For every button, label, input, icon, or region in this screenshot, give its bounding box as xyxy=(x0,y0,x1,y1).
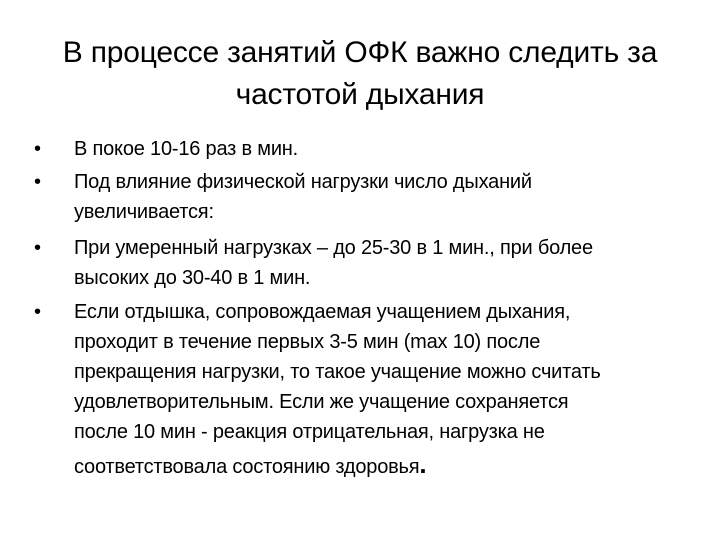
bullet-text-line: В покое 10-16 раз в мин. xyxy=(74,138,298,160)
slide-title-line-1: В процессе занятий ОФК важно следить за xyxy=(62,36,658,69)
bullet-marker: • xyxy=(34,171,41,193)
bullet-text-line: При умеренный нагрузках – до 25-30 в 1 мин., при более xyxy=(74,237,593,259)
bullet-text-line: проходит в течение первых 3-5 мин (max 10) после xyxy=(74,331,541,353)
bullet-text-line: Под влияние физической нагрузки число дыханий xyxy=(74,171,532,193)
bullet-end-mark: . xyxy=(419,449,427,479)
bullet-marker: • xyxy=(34,237,41,259)
bullet-item xyxy=(34,233,694,293)
slide-title-line-2: частотой дыхания xyxy=(235,78,485,111)
bullet-item xyxy=(34,134,694,164)
bullet-text-line: прекращения нагрузки, то такое учащение можно считать xyxy=(74,361,601,383)
bullet-text-line: Если отдышка, сопровождаемая учащением дыхания, xyxy=(74,301,571,323)
bullet-item xyxy=(34,297,694,490)
bullet-text-line: увеличивается: xyxy=(74,201,214,223)
slide-title xyxy=(40,32,680,116)
bullet-text-segment: соответствовала состоянию здоровья xyxy=(74,456,420,478)
bullet-text-line-last xyxy=(74,441,694,490)
bullet-item xyxy=(34,167,694,227)
bullet-text-line: после 10 мин - реакция отрицательная, нагрузка не xyxy=(74,421,545,443)
bullet-marker: • xyxy=(34,301,41,323)
bullet-list xyxy=(34,134,694,490)
bullet-text-line: удовлетворительным. Если же учащение сохраняется xyxy=(74,391,569,413)
bullet-marker: • xyxy=(34,138,41,160)
bullet-text-line: высоких до 30-40 в 1 мин. xyxy=(74,267,311,289)
